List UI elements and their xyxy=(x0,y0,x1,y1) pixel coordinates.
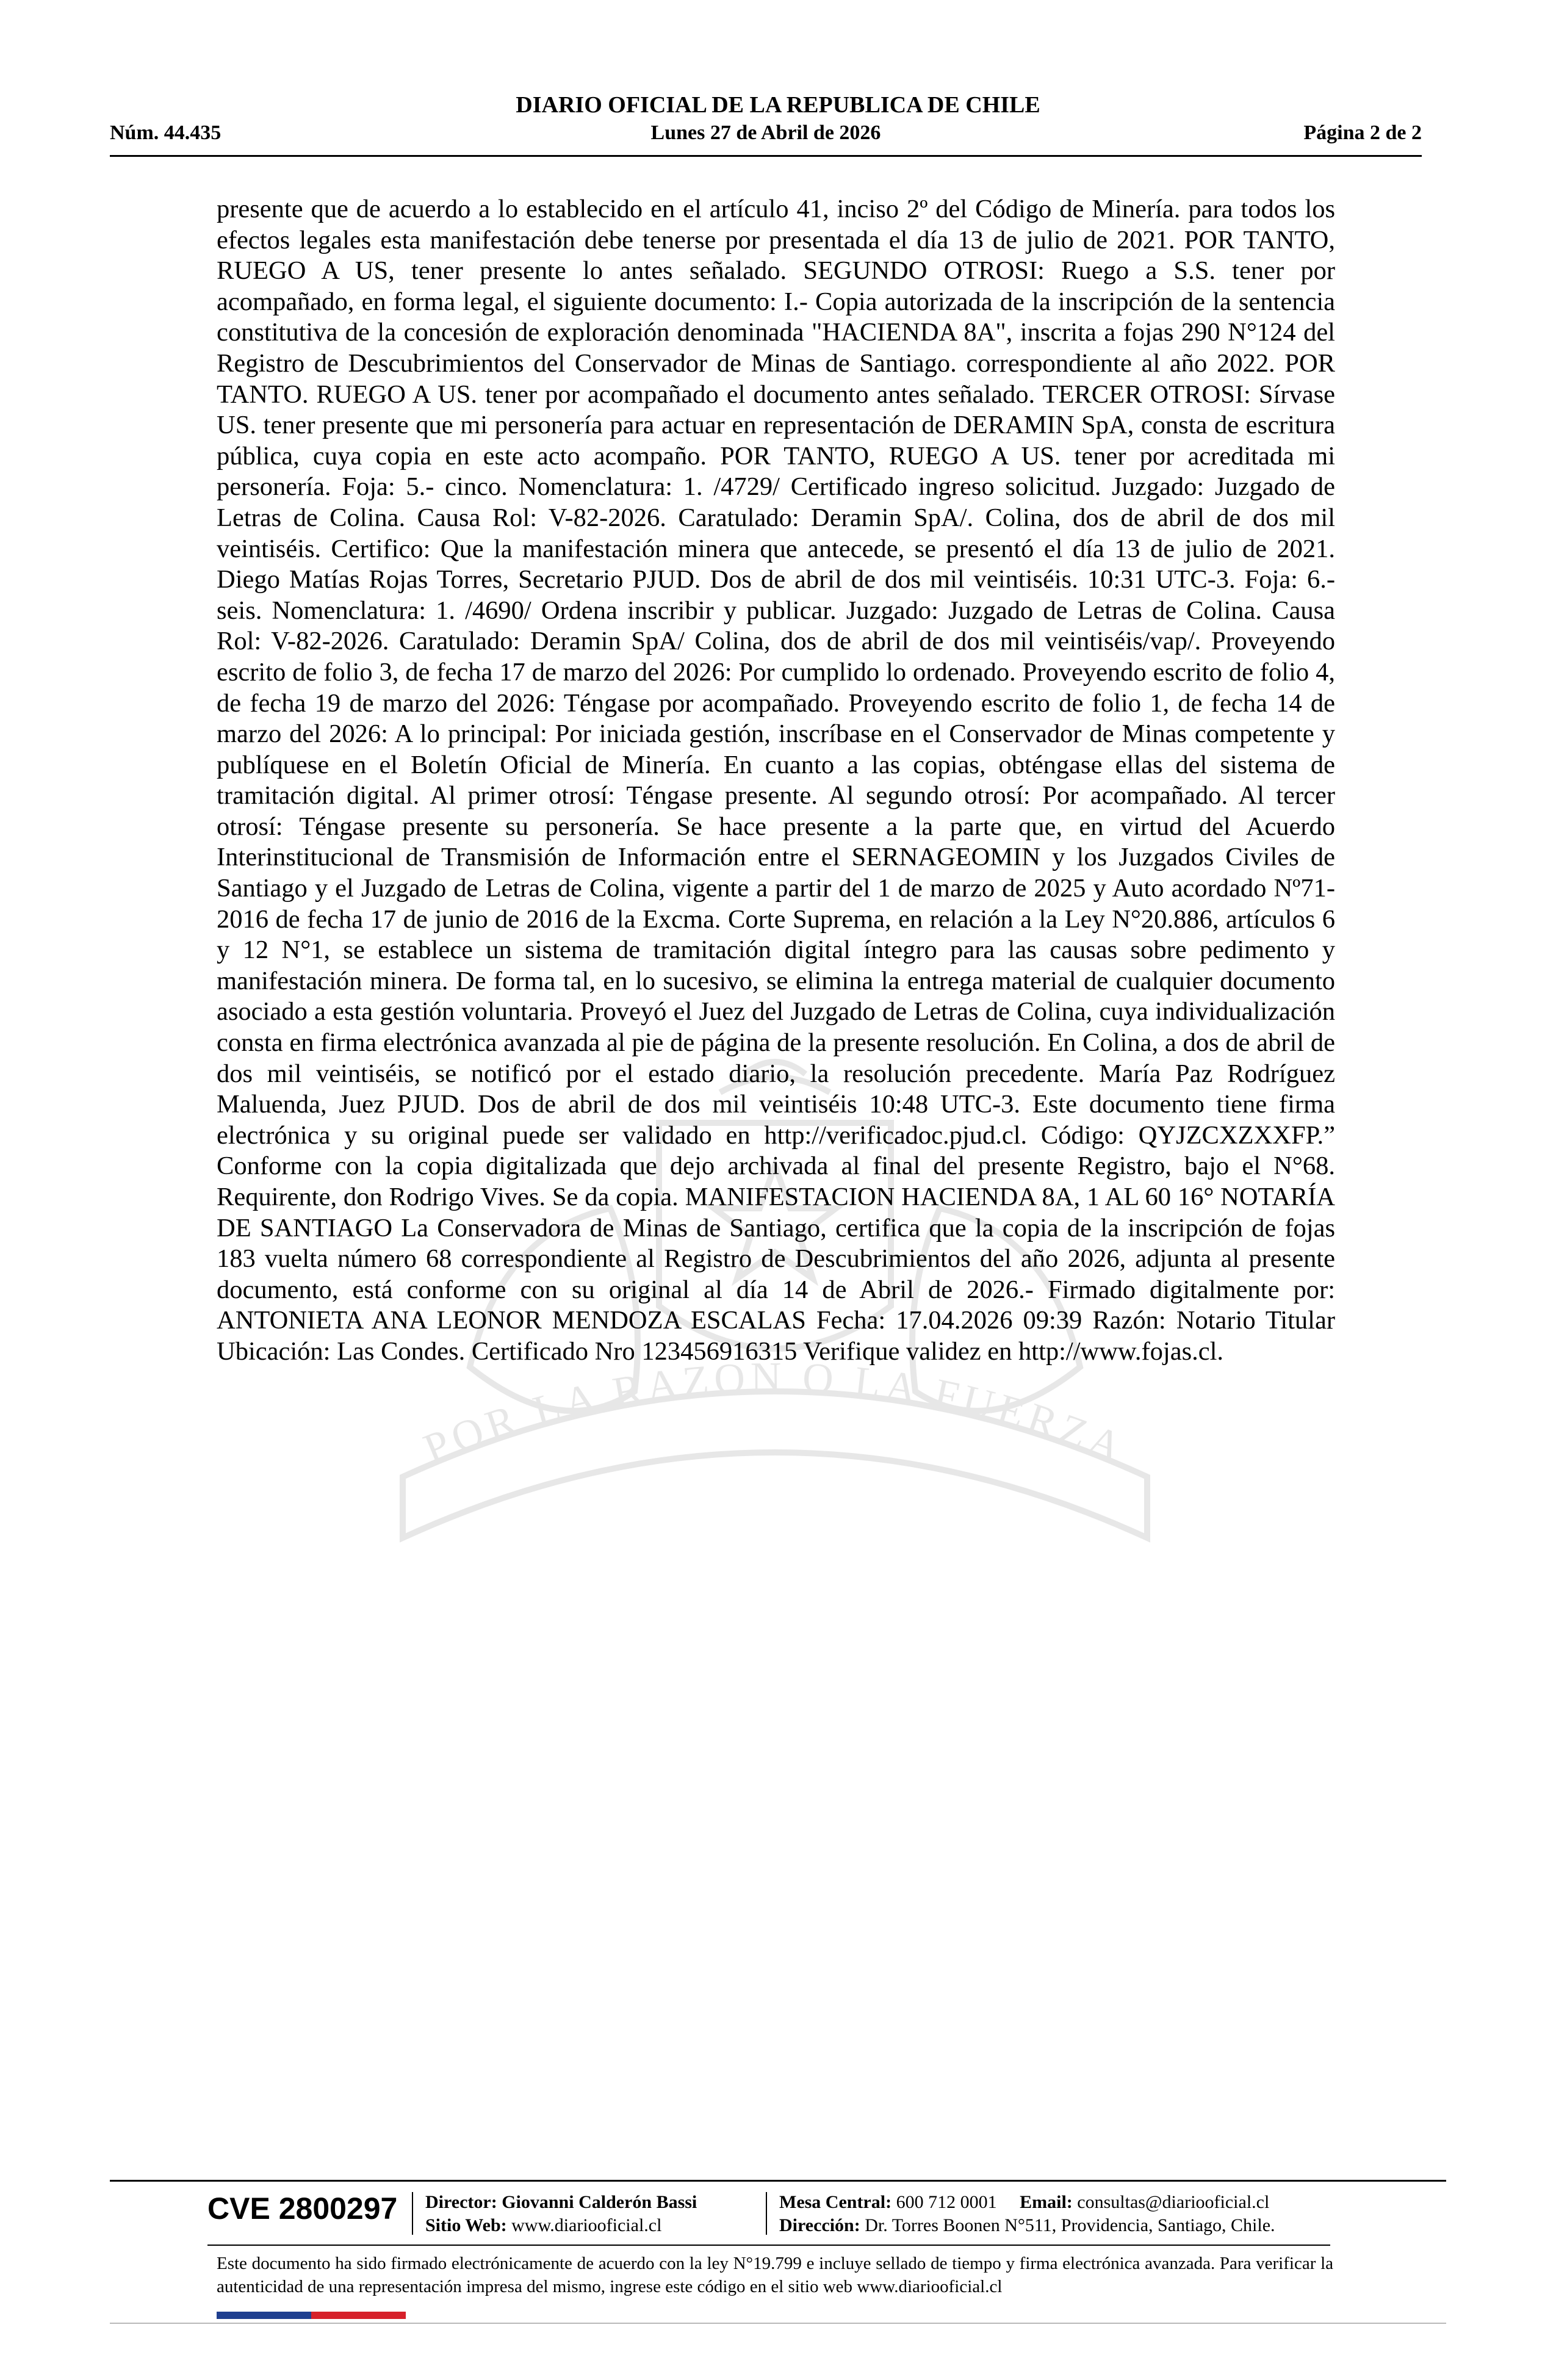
site-link[interactable]: www.diariooficial.cl xyxy=(511,2215,662,2235)
footer-top-rule xyxy=(110,2180,1446,2182)
header-rule xyxy=(110,155,1422,157)
page-indicator: Página 2 de 2 xyxy=(1303,121,1422,144)
email-label: Email: xyxy=(1020,2192,1073,2212)
newspaper-title: DIARIO OFICIAL DE LA REPUBLICA DE CHILE xyxy=(516,92,1040,118)
footer-contact-block xyxy=(779,2191,1275,2237)
footer-bottom-rule xyxy=(110,2323,1446,2324)
flag-stripe-red xyxy=(311,2312,406,2319)
issue-date: Lunes 27 de Abril de 2026 xyxy=(650,121,881,144)
issue-number: Núm. 44.435 xyxy=(110,121,222,144)
legal-notice: Este documento ha sido firmado electrónicamente de acuerdo con la ley N°19.799 e incluye sellado de tiempo y firma electrónica avanzada. Para verificar la autenticidad de una representación impresa del mismo, ingrese este código en el sitio web www.diariooficial.cl xyxy=(217,2254,1333,2296)
footer-separator xyxy=(766,2192,767,2235)
mesa-label: Mesa Central: xyxy=(779,2192,892,2212)
footer-director-block xyxy=(425,2191,697,2237)
publication-body: presente que de acuerdo a lo establecido en el artículo 41, inciso 2º del Código de Minería. para todos los efectos legales esta manifestación debe tenerse por presentada el día 13 de julio de 2021. POR TANTO, RUEGO A US, tener presente lo antes señalado. SEGUNDO OTROSI: Ruego a S.S. tener por acompañado, en forma legal, el siguiente documento: I.- Copia autorizada de la inscripción de la sentencia constitutiva de la concesión de exploración denominada "HACIENDA 8A", inscrita a fojas 290 N°124 del Registro de Descubrimientos del Conservador de Minas de Santiago. correspondiente al año 2022. POR TANTO. RUEGO A US. tener por acompañado el documento antes señalado. TERCER OTROSI: Sírvase US. tener presente que mi personería para actuar en representación de DERAMIN SpA, consta de escritura pública, cuya copia en este acto acompaño. POR TANTO, RUEGO A US. tener por acreditada mi personería. Foja: 5.- cinco. Nomenclatura: 1. /4729/ Certificado ingreso solicitud. Juzgado: Juzgado de Letras de Colina. Causa Rol: V-82-2026. Caratulado: Deramin SpA/. Colina, dos de abril de dos mil veintiséis. Certifico: Que la manifestación minera que antecede, se presentó el día 13 de julio de 2021. Diego Matías Rojas Torres, Secretario PJUD. Dos de abril de dos mil veintiséis. 10:31 UTC-3. Foja: 6.- seis. Nomenclatura: 1. /4690/ Ordena inscribir y publicar. Juzgado: Juzgado de Letras de Colina. Causa Rol: V-82-2026. Caratulado: Deramin SpA/ Colina, dos de abril de dos mil veintiséis/vap/. Proveyendo escrito de folio 3, de fecha 17 de marzo del 2026: Por cumplido lo ordenado. Proveyendo escrito de folio 4, de fecha 19 de marzo del 2026: Téngase por acompañado. Proveyendo escrito de folio 1, de fecha 14 de marzo del 2026: A lo principal: Por iniciada gestión, inscríbase en el Conservador de Minas competente y publíquese en el Boletín Oficial de Minería. En cuanto a las copias, obténgase ellas del sistema de tramitación digital. Al primer otrosí: Téngase presente. Al segundo otrosí: Por acompañado. Al tercer otrosí: Téngase presente su personería. Se hace presente a la parte que, en virtud del Acuerdo Interinstitucional de Transmisión de Información entre el SERNAGEOMIN y los Juzgados Civiles de Santiago y el Juzgado de Letras de Colina, vigente a partir del 1 de marzo de 2025 y Auto acordado Nº71-2016 de fecha 17 de junio de 2016 de la Excma. Corte Suprema, en relación a la Ley N°20.886, artículos 6 y 12 N°1, se establece un sistema de tramitación digital íntegro para las causas sobre pedimento y manifestación minera. De forma tal, en lo sucesivo, se elimina la entrega material de cualquier documento asociado a esta gestión voluntaria. Proveyó el Juez del Juzgado de Letras de Colina, cuya individualización consta en firma electrónica avanzada al pie de página de la presente resolución. En Colina, a dos de abril de dos mil veintiséis, se notificó por el estado diario, la resolución precedente. María Paz Rodríguez Maluenda, Juez PJUD. Dos de abril de dos mil veintiséis 10:48 UTC-3. Este documento tiene firma electrónica y su original puede ser validado en http://verificadoc.pjud.cl. Código: QYJZCXZXXFP.” Conforme con la copia digitalizada que dejo archivada al final del presente Registro, bajo el N°68. Requirente, don Rodrigo Vives. Se da copia. MANIFESTACION HACIENDA 8A, 1 AL 60 16° NOTARÍA DE SANTIAGO La Conservadora de Minas de Santiago, certifica que la copia de la inscripción de fojas 183 vuelta número 68 correspondiente al Registro de Descubrimientos del año 2026, adjunta al presente documento, está conforme con su original al día 14 de Abril de 2026.- Firmado digitalmente por: ANTONIETA ANA LEONOR MENDOZA ESCALAS Fecha: 17.04.2026 09:39 Razón: Notario Titular Ubicación: Las Condes. Certificado Nro 123456916315 Verifique validez en http://www.fojas.cl. xyxy=(217,195,1335,1366)
email-link[interactable]: consultas@diariooficial.cl xyxy=(1077,2192,1270,2212)
site-label: Sitio Web: xyxy=(425,2215,507,2235)
header-row xyxy=(110,120,1422,146)
address-label: Dirección: xyxy=(779,2215,860,2235)
svg-text:POR LA RAZON O LA FUERZA xyxy=(417,1354,1133,1473)
flag-stripe-blue xyxy=(217,2312,311,2319)
mesa-phone: 600 712 0001 xyxy=(896,2192,997,2212)
cve-code: CVE 2800297 xyxy=(207,2191,398,2226)
director-label: Director: xyxy=(425,2192,497,2212)
director-name: Giovanni Calderón Bassi xyxy=(502,2192,697,2212)
watermark-motto: POR LA RAZON O LA FUERZA xyxy=(417,1354,1133,1473)
address-value: Dr. Torres Boonen N°511, Providencia, Santiago, Chile. xyxy=(865,2215,1275,2235)
footer-separator xyxy=(412,2192,413,2235)
footer-mid-rule xyxy=(207,2245,1330,2246)
